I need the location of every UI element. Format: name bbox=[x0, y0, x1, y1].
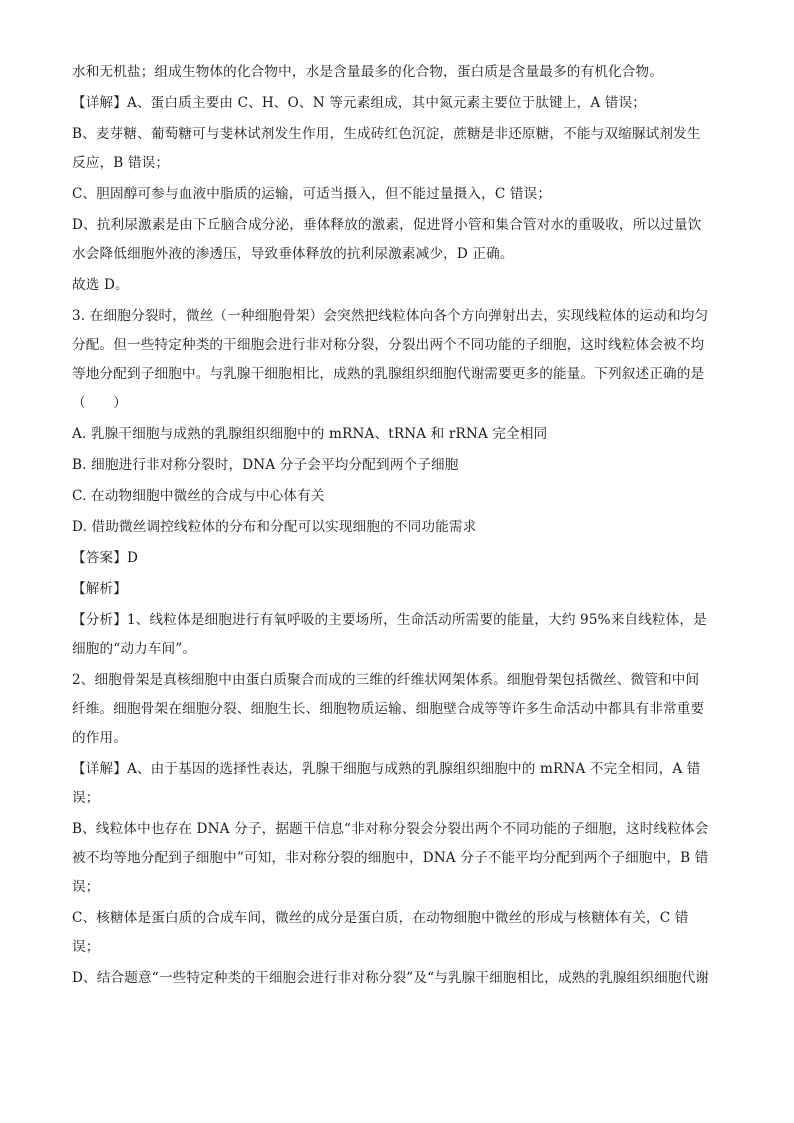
document-body bbox=[72, 62, 724, 999]
analysis-line: 2、细胞骨架是真核细胞中由蛋白质聚合而成的三维的纤维状网架体系。细胞骨架包括微丝、微管和中间 bbox=[72, 672, 700, 688]
analysis-line: 【分析】1、线粒体是细胞进行有氧呼吸的主要场所，生命活动所需要的能量，大约 95%来自线粒体，是 bbox=[72, 612, 707, 628]
detail-line: B、线粒体中也存在 DNA 分子，据题干信息“非对称分裂会分裂出两个不同功能的子细胞，这时线粒体会 bbox=[72, 821, 709, 837]
option-c: C. 在动物细胞中微丝的合成与中心体有关 bbox=[72, 488, 325, 504]
text-line: C、胆固醇可参与血液中脂质的运输，可适当摄入，但不能过量摄入，C 错误； bbox=[72, 186, 552, 202]
detail-line: 误； bbox=[72, 939, 100, 955]
detail-line: 被不均等地分配到子细胞中”可知，非对称分裂的细胞中，DNA 分子不能平均分配到两个子细胞中，B 错 bbox=[72, 850, 709, 866]
text-line: D、抗利尿激素是由下丘脑合成分泌，垂体释放的激素，促进肾小管和集合管对水的重吸收，所以过量饮 bbox=[72, 217, 702, 233]
analysis-line: 细胞的“动力车间”。 bbox=[72, 641, 197, 657]
answer-blank: （ ） bbox=[72, 395, 127, 411]
detail-line: 误； bbox=[72, 879, 100, 895]
option-b: B. 细胞进行非对称分裂时，DNA 分子会平均分配到两个子细胞 bbox=[72, 457, 459, 473]
question-stem: 等地分配到子细胞中。与乳腺干细胞相比，成熟的乳腺组织细胞代谢需要更多的能量。下列叙述正确的是 bbox=[72, 366, 705, 382]
option-d: D. 借助微丝调控线粒体的分布和分配可以实现细胞的不同功能需求 bbox=[72, 519, 477, 535]
detail-line: C、核糖体是蛋白质的合成车间，微丝的成分是蛋白质，在动物细胞中微丝的形成与核糖体有关，C 错 bbox=[72, 910, 689, 926]
question-stem: 分配。但一些特定种类的干细胞会进行非对称分裂，分裂出两个不同功能的子细胞，这时线粒体会被不均 bbox=[72, 337, 705, 353]
detail-line: D、结合题意“一些特定种类的干细胞会进行非对称分裂”及“与乳腺干细胞相比，成熟的乳腺组织细胞代谢 bbox=[72, 970, 710, 986]
text-line: 水会降低细胞外液的渗透压，导致垂体释放的抗利尿激素减少，D 正确。 bbox=[72, 246, 514, 262]
answer-line: 【答案】D bbox=[72, 550, 139, 566]
text-line: B、麦芽糖、葡萄糖可与斐林试剂发生作用，生成砖红色沉淀，蔗糖是非还原糖，不能与双缩脲试剂发生 bbox=[72, 126, 701, 142]
analysis-heading: 【解析】 bbox=[72, 581, 127, 597]
question-stem: 3. 在细胞分裂时，微丝（一种细胞骨架）会突然把线粒体向各个方向弹射出去，实现线粒体的运动和均匀 bbox=[72, 308, 709, 324]
analysis-line: 纤维。细胞骨架在细胞分裂、细胞生长、细胞物质运输、细胞壁合成等等许多生命活动中都具有非常重要 bbox=[72, 701, 705, 717]
option-a: A. 乳腺干细胞与成熟的乳腺组织细胞中的 mRNA、tRNA 和 rRNA 完全相同 bbox=[72, 426, 548, 442]
analysis-line: 的作用。 bbox=[72, 730, 127, 746]
conclusion-line: 故选 D。 bbox=[72, 277, 129, 293]
text-line: 反应，B 错误； bbox=[72, 155, 170, 171]
detail-line: 误； bbox=[72, 790, 100, 806]
text-line: 水和无机盐；组成生物体的化合物中，水是含量最多的化合物，蛋白质是含量最多的有机化合物。 bbox=[72, 64, 663, 80]
detail-line: 【详解】A、蛋白质主要由 C、H、O、N 等元素组成，其中氮元素主要位于肽键上，A 错误； bbox=[72, 95, 647, 111]
detail-line: 【详解】A、由于基因的选择性表达，乳腺干细胞与成熟的乳腺组织细胞中的 mRNA 不完全相同，A 错 bbox=[72, 761, 701, 777]
